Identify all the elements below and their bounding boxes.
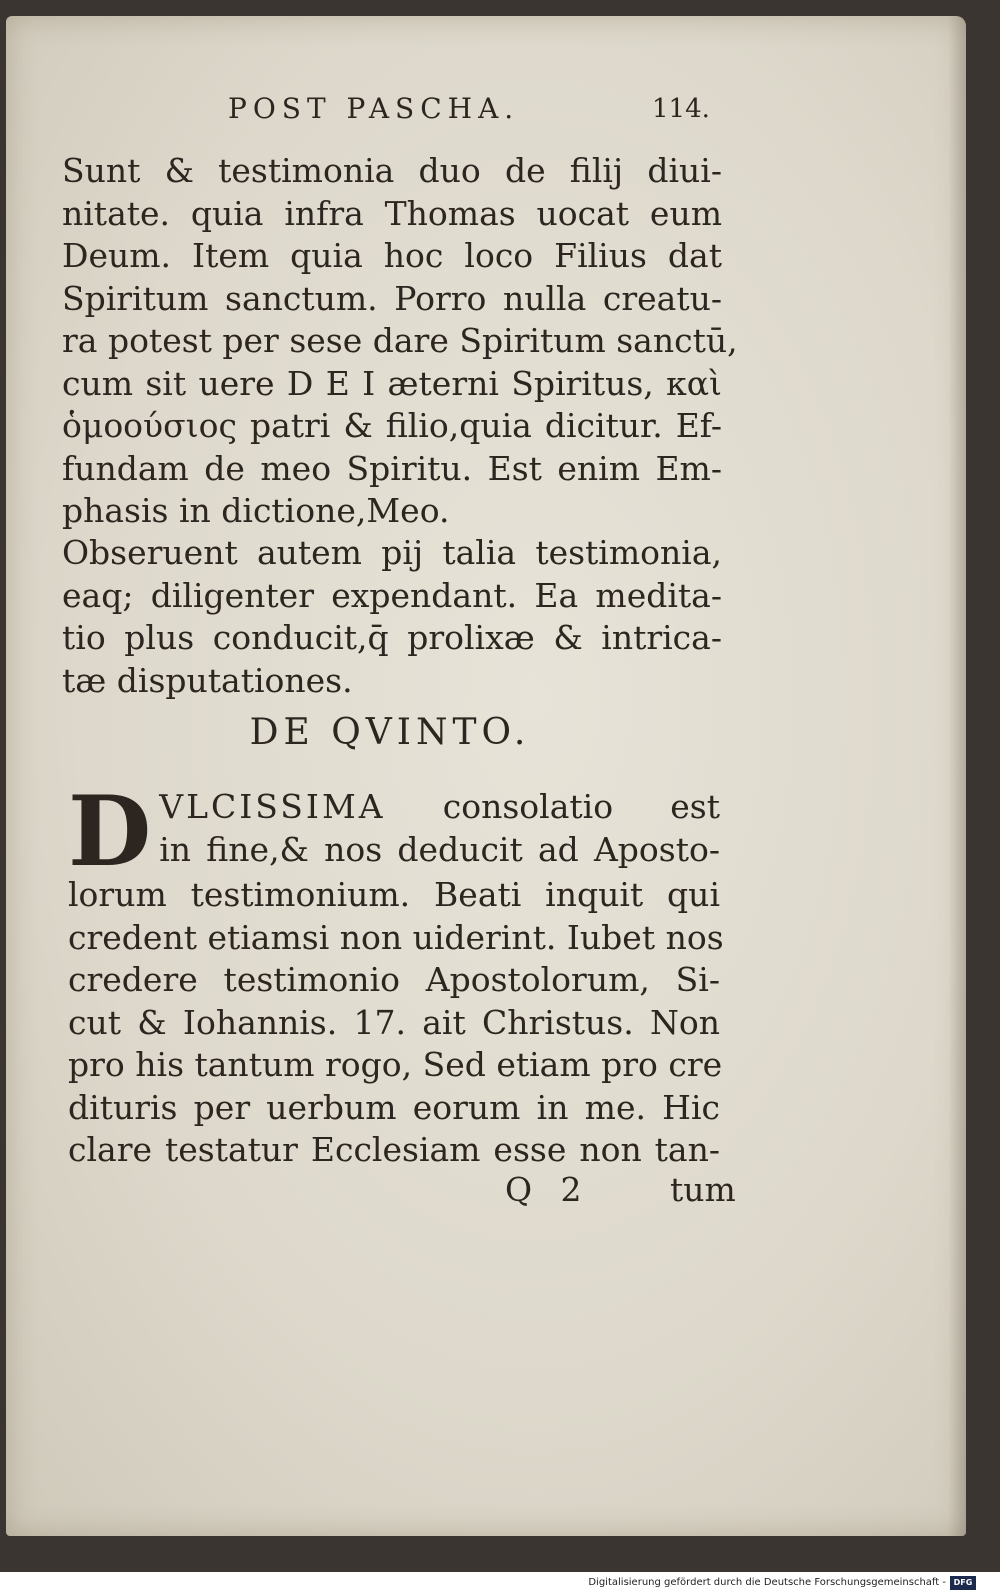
text-line: Sunt & testimonia duo de filij diui- (62, 151, 722, 190)
text-line: fundam de meo Spiritu. Est enim Em- (62, 448, 722, 488)
text-line: Spiritum sanctum. Porro nulla creatu- (62, 278, 722, 318)
paragraph-1 (62, 150, 738, 533)
digitization-credit: Digitalisierung gefördert durch die Deutsche Forschungsgemeinschaft - (588, 1577, 946, 1588)
text-line: clare testatur Ecclesiam esse non tan- (68, 1130, 720, 1169)
text-line: pro his tantum rogo, Sed etiam pro cre (68, 1045, 723, 1084)
footer-bar (0, 1572, 1000, 1596)
text-line: in fine,& nos deducit ad Aposto- (159, 829, 720, 869)
section-heading: DE QVINTO. (249, 712, 531, 753)
text-line: eaq; diligenter expendant. Ea medita- (62, 575, 722, 615)
dfg-logo: DFG (950, 1576, 976, 1590)
text-line: Deum. Item quia hoc loco Filius dat (62, 236, 722, 275)
drop-capital: D (68, 775, 152, 888)
paragraph-3 (68, 775, 724, 1172)
folio-number: 114. (652, 94, 710, 124)
text-line-last: phasis in dictione,Meo. (62, 491, 450, 530)
text-line: nitate. quia infra Thomas uocat eum (62, 193, 722, 233)
text-line-first (68, 786, 720, 829)
text-line: tio plus conducit,q̄ prolixæ & intrica- (62, 618, 722, 657)
opening-rest: consolatio est (442, 787, 720, 826)
running-head: POST PASCHA. (228, 92, 520, 125)
text-line-last: tæ disputationes. (62, 660, 353, 700)
text-line: ra potest per sese dare Spiritum sanctū, (62, 321, 738, 360)
text-line: cum sit uere D E I æterni Spiritus, καὶ (62, 363, 722, 403)
text-line: credere testimonio Apostolorum, Si- (68, 960, 720, 999)
signature-and-catchword (505, 1170, 736, 1209)
text-line: ὁμοούσιος patri & filio,quia dicitur. Ef- (62, 406, 722, 445)
small-caps-opening: VLCISSIMA (159, 787, 386, 826)
page-edge-shadow (948, 16, 966, 1536)
catchword: tum (670, 1170, 736, 1209)
text-line: lorum testimonium. Beati inquit qui (68, 875, 720, 914)
text-line: dituris per uerbum eorum in me. Hic (68, 1087, 720, 1127)
signature-mark: Q 2 (505, 1170, 582, 1209)
text-line: credent etiamsi non uiderint. Iubet nos (68, 917, 724, 957)
text-line: cut & Iohannis. 17. ait Christus. Non (68, 1002, 720, 1042)
text-line: Obseruent autem pij talia testimonia, (62, 533, 722, 572)
paragraph-2 (62, 532, 722, 702)
